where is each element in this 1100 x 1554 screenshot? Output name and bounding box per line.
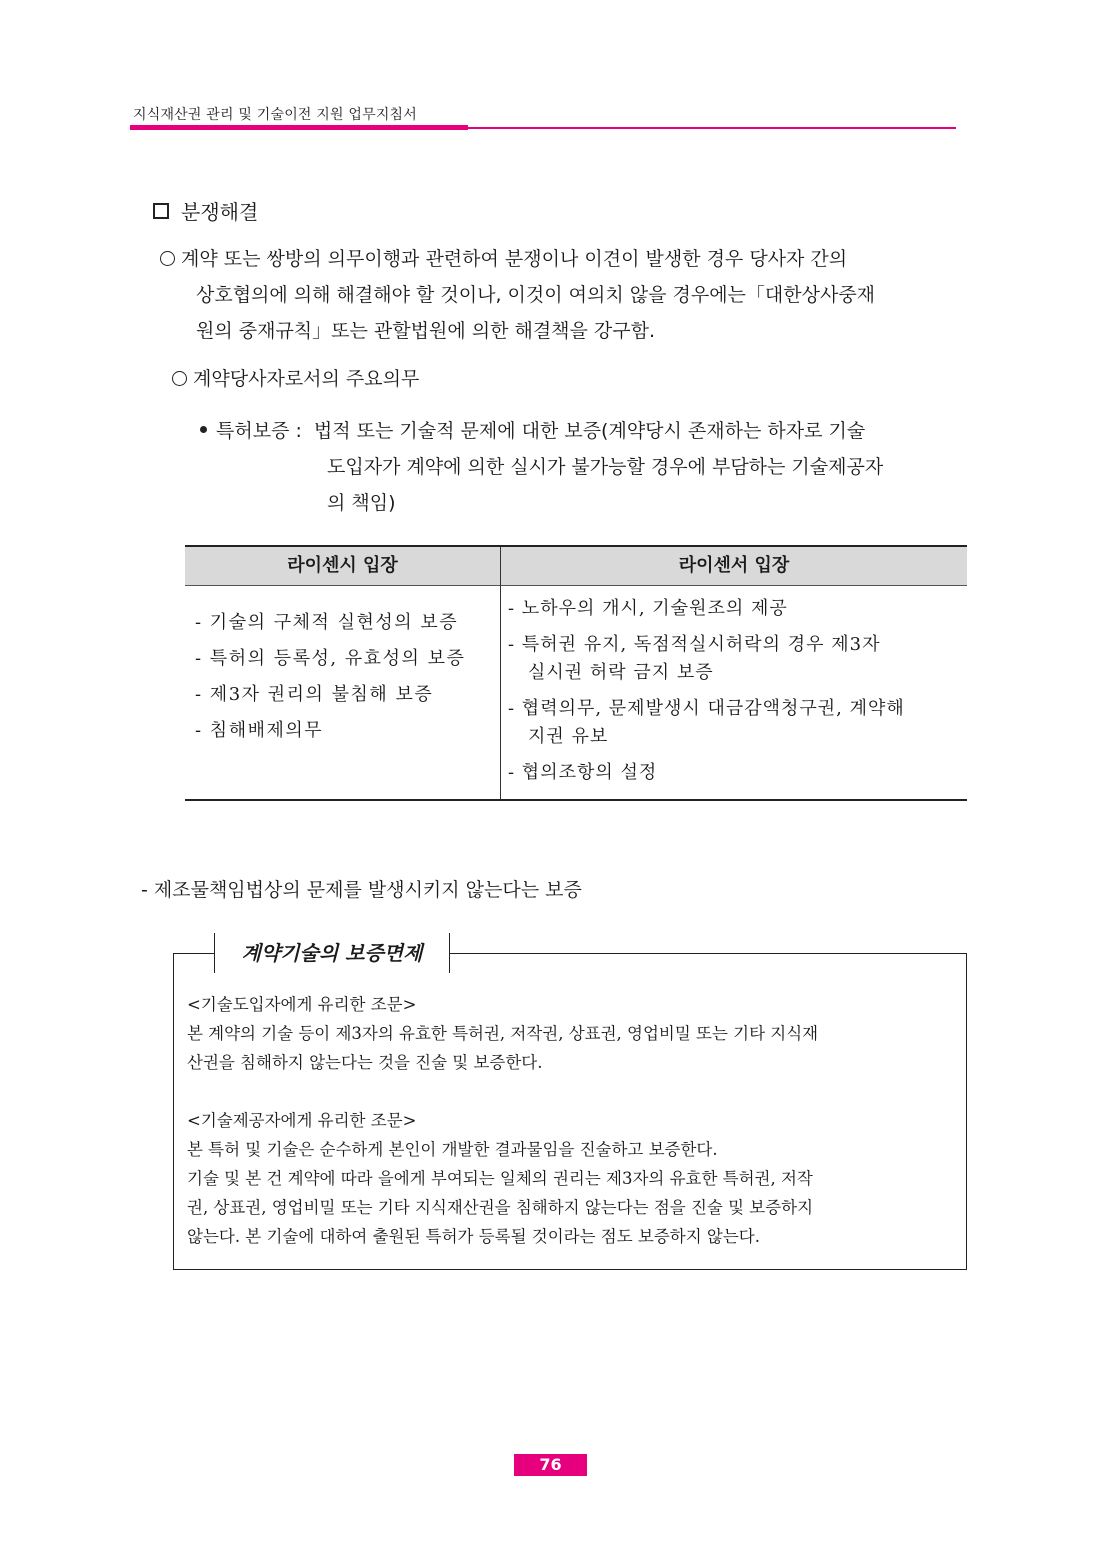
- bullet-continuation: [327, 449, 972, 521]
- paragraph-obligations: [172, 364, 419, 391]
- circle-bullet-icon: [160, 251, 175, 266]
- list-item: - 침해배제의무: [195, 720, 324, 741]
- clause-line: 산권을 침해하지 않는다는 것을 진술 및 보증한다.: [187, 1053, 543, 1072]
- list-item: - 협의조항의 설정: [508, 762, 658, 783]
- bullet-label: 특허보증 :: [216, 420, 302, 442]
- list-item: - 제3자 권리의 불침해 보증: [195, 684, 434, 705]
- box-title: 계약기술의 보증면제: [214, 933, 450, 973]
- section-heading: [153, 196, 258, 225]
- list-item: - 기술의 구체적 실현성의 보증: [195, 612, 459, 633]
- checkbox-square-icon: [153, 203, 169, 219]
- table-header-licensee: 라이센시 입장: [287, 555, 398, 576]
- list-item: - 특허의 등록성, 유효성의 보증: [195, 648, 466, 669]
- clause-line: 권, 상표권, 영업비밀 또는 기타 지식재산권을 침해하지 않는다는 점을 진술 및 보증하지: [187, 1198, 814, 1217]
- bullet-line: 법적 또는 기술적 문제에 대한 보증(계약당시 존재하는 하자로 기술: [313, 420, 866, 442]
- product-liability-line: - 제조물책임법상의 문제를 발생시키지 않는다는 보증: [141, 879, 582, 901]
- clause-title: <기술제공자에게 유리한 조문>: [187, 1111, 417, 1130]
- page-number: 76: [514, 1454, 587, 1476]
- clause-line: 본 특허 및 기술은 순수하게 본인이 개발한 결과물임을 진술하고 보증한다.: [187, 1140, 718, 1159]
- running-header: 지식재산권 관리 및 기술이전 지원 업무지침서: [133, 107, 418, 123]
- list-item: - 특허권 유지, 독점적실시허락의 경우 제3자 실시권 허락 금지 보증: [508, 634, 881, 683]
- paragraph-dispute: [160, 241, 972, 349]
- table-cell-licensee: [195, 605, 495, 749]
- header-rule-thick: [130, 125, 468, 130]
- comparison-table: [185, 545, 967, 801]
- spacer: [187, 1077, 955, 1106]
- paragraph-line: 원의 중재규칙」또는 관할법원에 의한 해결책을 강구함.: [196, 320, 656, 342]
- clause-line: 기술 및 본 건 계약에 따라 을에게 부여되는 일체의 권리는 제3자의 유효한 특허권, 저작: [187, 1169, 813, 1188]
- list-item: - 노하우의 개시, 기술원조의 제공: [508, 598, 788, 619]
- bullet-line: 의 책임): [327, 492, 396, 514]
- clause-title: <기술도입자에게 유리한 조문>: [187, 995, 417, 1014]
- box-body: [187, 990, 955, 1251]
- table-cell-licensor: [508, 595, 960, 795]
- paragraph-obligations-text: 계약당사자로서의 주요의무: [193, 368, 420, 390]
- clause-line: 않는다. 본 기술에 대하여 출원된 특허가 등록될 것이라는 점도 보증하지 않는다.: [187, 1227, 760, 1246]
- list-item: - 협력의무, 문제발생시 대금감액청구권, 계약해 지권 유보: [508, 698, 905, 747]
- paragraph-line: 상호협의에 의해 해결해야 할 것이나, 이것이 여의치 않을 경우에는「대한상사중재: [196, 284, 876, 306]
- circle-bullet-icon: [172, 371, 187, 386]
- table-header-licensor: 라이센서 입장: [678, 555, 790, 576]
- bullet-dot-icon: [200, 426, 207, 433]
- bullet-patent-warranty: [200, 413, 865, 449]
- bullet-line: 도입자가 계약에 의한 실시가 불가능할 경우에 부담하는 기술제공자: [327, 456, 884, 478]
- clause-line: 본 계약의 기술 등이 제3자의 유효한 특허권, 저작권, 상표권, 영업비밀 또는 기타 지식재: [187, 1024, 819, 1043]
- section-heading-text: 분쟁해결: [181, 200, 259, 224]
- header-rule-thin: [468, 127, 956, 129]
- paragraph-line: 계약 또는 쌍방의 의무이행과 관련하여 분쟁이나 이견이 발생한 경우 당사자 간의: [160, 241, 972, 277]
- table-column-divider: [500, 547, 501, 799]
